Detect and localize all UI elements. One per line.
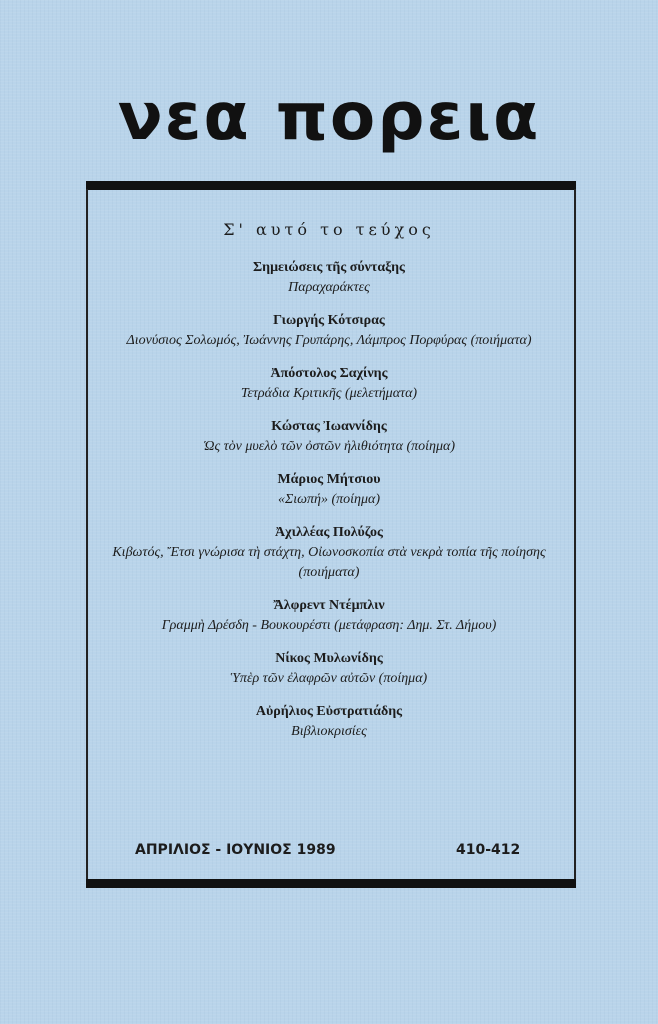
issue-date: ΑΠΡΙΛΙΟΣ - ΙΟΥΝΙΟΣ 1989 — [135, 842, 336, 858]
entry-works: Τετράδια Κριτικῆς (μελετήματα) — [240, 386, 418, 401]
issue-footer — [0, 842, 658, 862]
list-item — [100, 649, 558, 689]
list-item — [100, 470, 558, 510]
entry-works: Κιβωτός, Ἔτσι γνώρισα τὴ στάχτη, Οἰωνοσκοπία στὰ νεκρὰ τοπία τῆς ποίησης (ποιήματα) — [112, 545, 546, 580]
entry-works: «Σιωπή» (ποίημα) — [277, 492, 381, 507]
entry-author: Σημειώσεις τῆς σύνταξης — [253, 260, 405, 275]
list-item — [100, 417, 558, 457]
entry-works: Παραχαράκτες — [288, 280, 370, 295]
entry-author: Αὐρήλιος Εὐστρατιάδης — [255, 704, 403, 719]
list-item — [100, 596, 558, 636]
entry-author: Ἄλφρεντ Ντέμπλιν — [273, 598, 385, 613]
entry-works: Ὑπὲρ τῶν ἐλαφρῶν αὐτῶν (ποίημα) — [230, 671, 428, 686]
contents-heading: Σ' αυτό το τεύχος — [223, 220, 435, 239]
entry-author: Γιωργής Κότσιρας — [273, 313, 385, 328]
issue-number: 410-412 — [456, 842, 521, 858]
bottom-rule — [86, 879, 576, 888]
entry-author: Ἀπόστολος Σαχίνης — [270, 366, 388, 381]
list-item — [100, 258, 558, 298]
entry-works: Γραμμὴ Δρέσδη - Βουκουρέστι (μετάφραση: Δημ. Στ. Δήμου) — [161, 618, 497, 633]
entry-author: Νίκος Μυλωνίδης — [275, 651, 383, 666]
table-of-contents — [100, 258, 558, 755]
list-item — [100, 523, 558, 583]
list-item — [100, 311, 558, 351]
list-item — [100, 702, 558, 742]
entry-works: Διονύσιος Σολωμός, Ἰωάννης Γρυπάρης, Λάμπρος Πορφύρας (ποιήματα) — [126, 333, 532, 348]
entry-author: Μάριος Μήτσιου — [277, 472, 381, 487]
magazine-title: νεα πορεια — [117, 78, 541, 155]
entry-works: Βιβλιοκρισίες — [291, 724, 367, 739]
entry-author: Ἀχιλλέας Πολύζος — [275, 525, 383, 540]
list-item — [100, 364, 558, 404]
entry-author: Κώστας Ἰωαννίδης — [271, 419, 387, 434]
entry-works: Ὡς τὸν μυελὸ τῶν ὀστῶν ἠλιθιότητα (ποίημα) — [202, 439, 456, 454]
